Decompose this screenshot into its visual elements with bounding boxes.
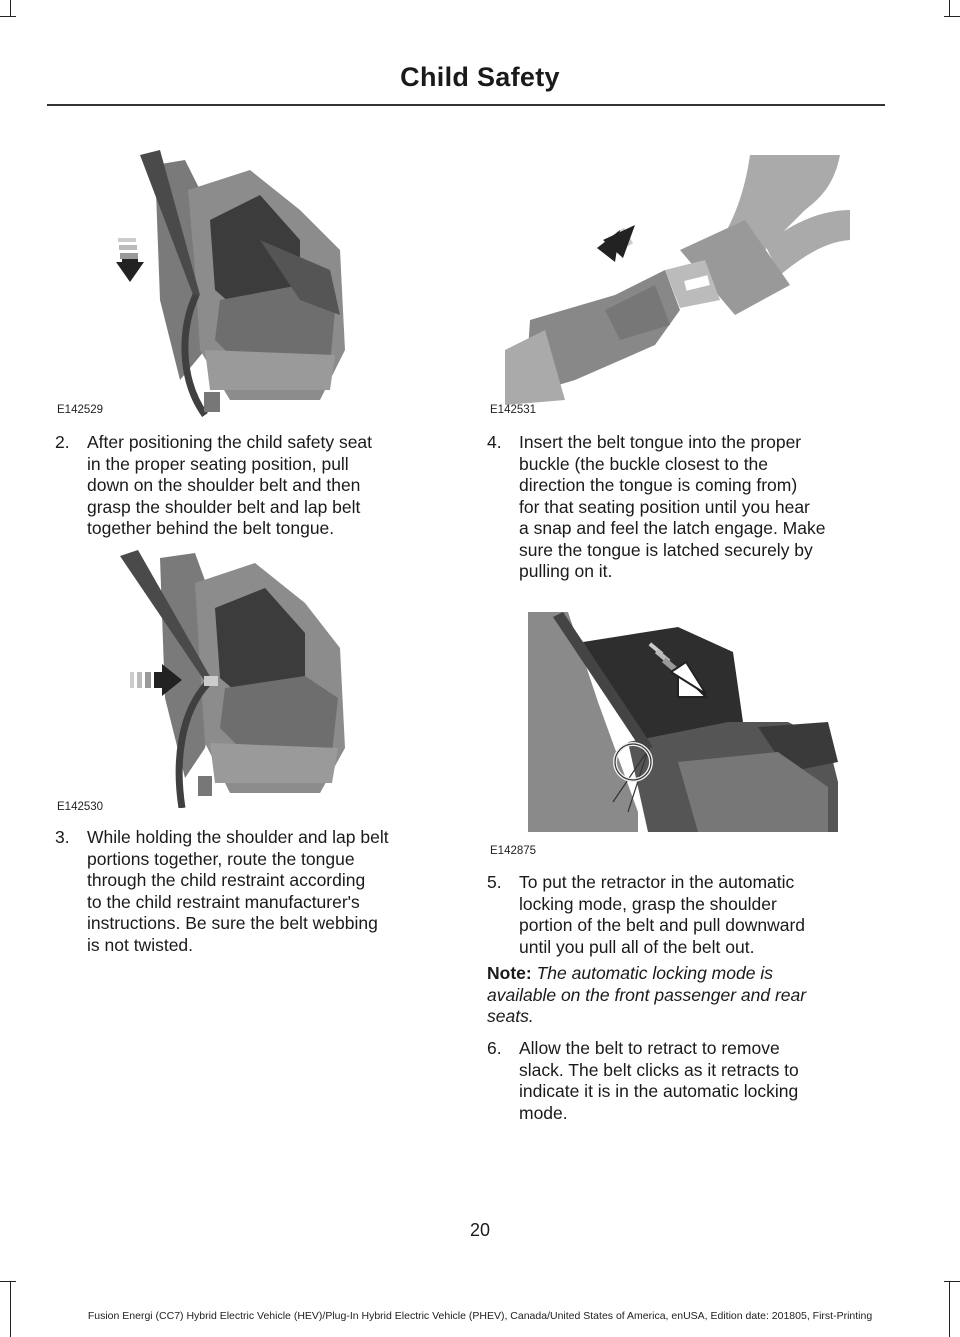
- step-line: buckle (the buckle closest to the: [519, 453, 769, 474]
- step-line: slack. The belt clicks as it retracts to: [519, 1059, 799, 1080]
- child-seat-belt-route-icon: [120, 548, 360, 808]
- step-line: To put the retractor in the automatic: [519, 872, 795, 892]
- crop-mark: [10, 1281, 11, 1337]
- step-line: sure the tongue is latched securely by: [519, 539, 813, 560]
- arrow-icon: [597, 225, 635, 262]
- note-text: seats.: [487, 1006, 534, 1026]
- step-text: [519, 432, 825, 583]
- step-line: together behind the belt tongue.: [87, 518, 335, 538]
- note-label: Note:: [487, 963, 532, 983]
- step-line: Insert the belt tongue into the proper: [519, 432, 802, 452]
- shoulder-belt-pull-downward-icon: [528, 612, 843, 832]
- figure-buckle-insert: [505, 150, 855, 405]
- figure-code: E142875: [490, 845, 537, 857]
- step-line: grasp the shoulder belt and lap belt: [87, 496, 361, 517]
- crop-mark: [10, 0, 11, 16]
- figure-code: E142529: [57, 404, 104, 416]
- step-4: [487, 432, 887, 584]
- step-3: [55, 827, 455, 959]
- step-line: is not twisted.: [87, 934, 194, 955]
- step-line: portions together, route the tongue: [87, 848, 355, 869]
- note-line: [487, 963, 887, 985]
- step-5: [487, 872, 887, 960]
- figure-code: E142531: [490, 404, 537, 416]
- crop-mark: [944, 1281, 960, 1282]
- step-text: [519, 1038, 799, 1124]
- crop-mark: [949, 1281, 950, 1337]
- child-seat-shoulder-belt-pull-down-icon: [100, 150, 360, 420]
- step-line: until you pull all of the belt out.: [519, 936, 755, 957]
- figure-child-seat-route: [120, 548, 360, 808]
- step-line: indicate it is in the automatic locking: [519, 1081, 799, 1101]
- figure-code: E142530: [57, 801, 104, 813]
- note-text: The automatic locking mode is: [536, 963, 773, 983]
- step-line: instructions. Be sure the belt webbing: [87, 913, 378, 933]
- step-line: direction the tongue is coming from): [519, 475, 798, 495]
- step-text: [87, 827, 389, 956]
- note: [487, 963, 887, 1028]
- step-line: locking mode, grasp the shoulder: [519, 893, 777, 914]
- step-line: in the proper seating position, pull: [87, 453, 349, 474]
- footer-text: Fusion Energi (CC7) Hybrid Electric Vehicle (HEV)/Plug-In Hybrid Electric Vehicle (PHEV), Canada/United States of America, enUSA, Edition date: 201805, First-Printing: [87, 1310, 873, 1322]
- crop-mark: [944, 16, 960, 17]
- step-line: down on the shoulder belt and then: [87, 475, 361, 495]
- header-rule: [47, 104, 885, 106]
- step-line: through the child restraint according: [87, 870, 366, 890]
- page-title: Child Safety: [400, 62, 560, 92]
- step-number: 6.: [487, 1038, 502, 1058]
- step-text: [519, 872, 805, 958]
- step-number: 3.: [55, 827, 70, 847]
- note-line: [487, 1006, 887, 1028]
- page-number: 20: [469, 1220, 491, 1240]
- step-line: After positioning the child safety seat: [87, 432, 373, 452]
- step-text: [87, 432, 372, 540]
- step-line: mode.: [519, 1102, 568, 1123]
- step-line: portion of the belt and pull downward: [519, 915, 806, 935]
- step-line: a snap and feel the latch engage. Make: [519, 518, 826, 538]
- step-line: for that seating position until you hear: [519, 496, 810, 517]
- step-number: 4.: [487, 432, 502, 452]
- step-line: pulling on it.: [519, 561, 613, 581]
- step-2: [55, 432, 455, 542]
- crop-mark: [0, 1281, 16, 1282]
- step-line: Allow the belt to retract to remove: [519, 1038, 780, 1058]
- crop-mark: [0, 16, 16, 17]
- figure-child-seat-pull-down: [100, 150, 360, 420]
- belt-tongue-into-buckle-icon: [505, 150, 855, 405]
- note-line: [487, 985, 887, 1007]
- note-text: available on the front passenger and rear: [487, 984, 807, 1005]
- crop-mark: [949, 0, 950, 16]
- step-number: 2.: [55, 432, 70, 452]
- step-number: 5.: [487, 872, 502, 892]
- step-line: to the child restraint manufacturer's: [87, 891, 360, 912]
- figure-shoulder-belt-pull: [528, 612, 843, 832]
- step-6: [487, 1038, 887, 1126]
- step-line: While holding the shoulder and lap belt: [87, 827, 389, 847]
- arrow-icon: [116, 238, 144, 282]
